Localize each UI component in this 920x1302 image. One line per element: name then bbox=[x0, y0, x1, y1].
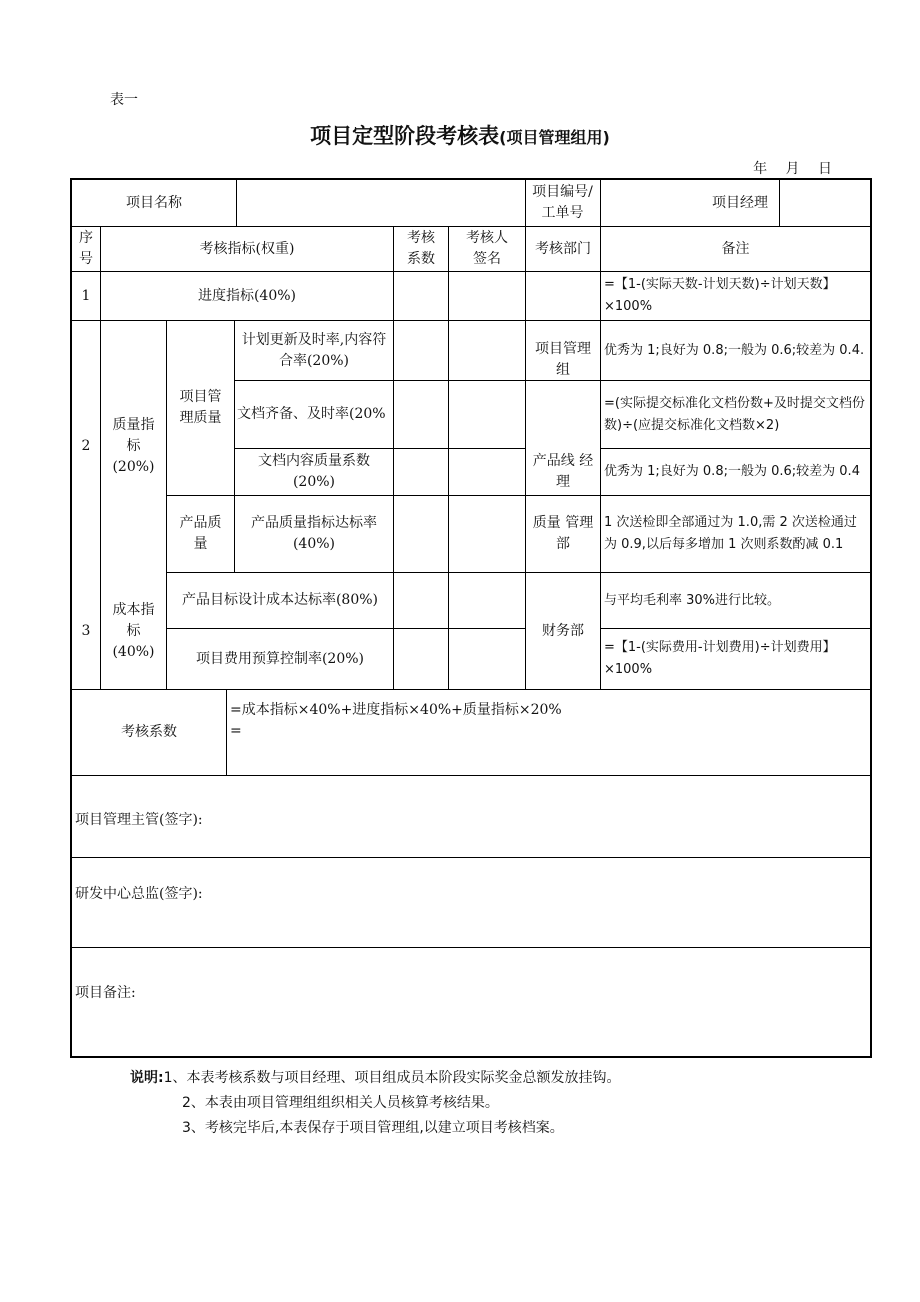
row2-dept3: 产品线 经理 bbox=[532, 453, 594, 490]
col-remark-header: 备注 bbox=[721, 240, 750, 257]
row3-item2: 项目费用预算控制率(20%) bbox=[195, 650, 365, 667]
notes bbox=[130, 1066, 621, 1141]
summary-label: 考核系数 bbox=[121, 724, 177, 740]
page-title bbox=[0, 120, 920, 150]
summary-formula-1: =成本指标×40%+进度指标×40%+质量指标×20% bbox=[230, 702, 562, 718]
row2-dept12: 项目管理组 bbox=[535, 341, 591, 378]
row3-dept: 财务部 bbox=[542, 622, 584, 639]
row3-remark1: 与平均毛利率 30%进行比较。 bbox=[604, 592, 781, 608]
summary-formula-2[interactable]: = bbox=[230, 723, 242, 739]
row3-item1: 产品目标设计成本达标率(80%) bbox=[181, 592, 379, 608]
row2-remark1: 优秀为 1;良好为 0.8;一般为 0.6;较差为 0.4. bbox=[604, 342, 865, 358]
table-label: 表一 bbox=[110, 92, 138, 108]
date-line: 年 月 日 bbox=[753, 161, 832, 177]
row3-group: 成本指标(40%) bbox=[112, 601, 155, 660]
row2-group: 质量指标(20%) bbox=[112, 417, 155, 475]
project-code-value[interactable] bbox=[601, 180, 701, 226]
col-indicator-header: 考核指标(权重) bbox=[199, 240, 295, 257]
project-manager-value[interactable] bbox=[780, 180, 870, 226]
row2-remark3: 优秀为 1;良好为 0.8;一般为 0.6;较差为 0.4 bbox=[604, 464, 860, 479]
row2-remark4: 1 次送检即全部通过为 1.0,需 2 次送检通过为 0.9,以后每多增加 1 次则系数酌减 0.1 bbox=[604, 515, 857, 552]
row3-seq: 3 bbox=[81, 622, 91, 639]
title-main: 项目定型阶段考核表 bbox=[310, 124, 500, 148]
row1-seq: 1 bbox=[81, 287, 91, 304]
project-remark[interactable]: 项目备注: bbox=[75, 984, 136, 1001]
row1-remark: =【1-(实际天数-计划天数)÷计划天数】×100% bbox=[604, 277, 836, 314]
col-seq-header: 序号 bbox=[79, 230, 93, 267]
row2-item4: 产品质量指标达标率(40%) bbox=[251, 515, 377, 552]
row2-sub1: 项目管理质量 bbox=[179, 389, 222, 426]
pm-supervisor-sign[interactable]: 项目管理主管(签字): bbox=[75, 811, 203, 828]
notes-label: 说明: bbox=[130, 1070, 164, 1086]
row2-remark2: =(实际提交标准化文档份数+及时提交文档份数)÷(应提交标准化文档数×2) bbox=[604, 395, 865, 433]
row2-sub2: 产品质量 bbox=[179, 515, 222, 552]
note-2: 2、本表由项目管理组组织相关人员核算考核结果。 bbox=[182, 1095, 499, 1111]
assessment-form bbox=[70, 178, 872, 1058]
row1-indicator: 进度指标(40%) bbox=[197, 287, 297, 304]
project-name-label: 项目名称 bbox=[126, 194, 182, 211]
col-coef-header: 考核系数 bbox=[407, 230, 435, 267]
note-3: 3、考核完毕后,本表保存于项目管理组,以建立项目考核档案。 bbox=[182, 1120, 564, 1136]
project-code-label: 项目编号/工单号 bbox=[532, 184, 593, 221]
rd-director-sign[interactable]: 研发中心总监(签字): bbox=[75, 885, 203, 902]
col-dept-header: 考核部门 bbox=[535, 240, 591, 257]
row2-seq: 2 bbox=[81, 438, 91, 454]
note-1: 1、本表考核系数与项目经理、项目组成员本阶段实际奖金总额发放挂钩。 bbox=[163, 1070, 621, 1086]
row2-dept4: 质量 管理部 bbox=[532, 515, 594, 552]
col-signer-header: 考核人签名 bbox=[466, 230, 508, 267]
row3-remark2: =【1-(实际费用-计划费用)÷计划费用】×100% bbox=[604, 640, 836, 677]
row2-item2: 文档齐备、及时率(20% bbox=[237, 406, 386, 422]
row2-item1: 计划更新及时率,内容符合率(20%) bbox=[241, 331, 387, 369]
project-manager-label: 项目经理 bbox=[712, 194, 768, 211]
project-name-value[interactable] bbox=[237, 180, 525, 226]
row2-item3: 文档内容质量系数(20%) bbox=[258, 453, 370, 490]
title-sub: (项目管理组用) bbox=[499, 128, 610, 147]
